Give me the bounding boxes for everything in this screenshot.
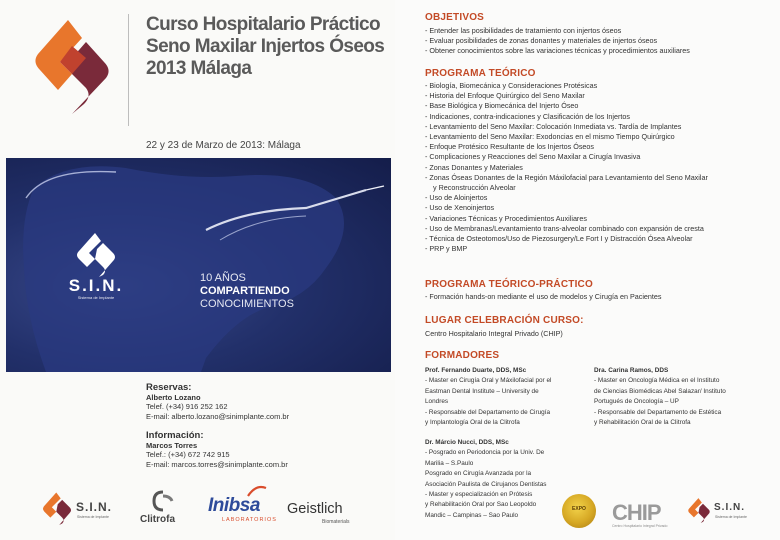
formador-name: Dra. Carina Ramos, DDS bbox=[594, 367, 669, 374]
formador-line: Londres bbox=[425, 398, 449, 406]
informacion-name: Marcos Torres bbox=[146, 441, 198, 450]
list-item: - Biología, Biomecánica y Consideraciones Protésicas bbox=[425, 81, 598, 90]
reservas-block bbox=[146, 382, 289, 421]
lugar-text: Centro Hospitalario Integral Privado (CHIP) bbox=[425, 329, 563, 338]
formador-duarte bbox=[425, 366, 605, 428]
footer-sin-sub: Sistema de Implante bbox=[715, 515, 747, 519]
list-item: - Complicaciones y Reacciones del Seno Maxilar a Cirugía Invasiva bbox=[425, 152, 641, 162]
formador-line: y Rehabilitación Oral de la Clitrofa bbox=[594, 419, 691, 427]
formador-line: - Master en Cirugía Oral y Máxilofacial por el bbox=[425, 377, 552, 385]
list-item: - Obtener conocimientos sobre las variaciones técnicas y procedimientos auxiliares bbox=[425, 46, 690, 56]
list-item: - Uso de Aloinjertos bbox=[425, 193, 488, 203]
lugar-heading: LUGAR CELEBRACIÓN CURSO: bbox=[425, 315, 584, 326]
informacion-block bbox=[146, 430, 288, 469]
course-logo-icon bbox=[32, 18, 112, 114]
clitrofa-logo-icon bbox=[150, 490, 176, 512]
sponsor-inibsa: Inibsa bbox=[208, 495, 260, 516]
list-item: - PRP y BMP bbox=[425, 244, 468, 254]
formador-line: - Master en Oncología Médica en el Instituto bbox=[594, 377, 720, 385]
banner-tagline bbox=[200, 272, 294, 311]
teorico-heading: PROGRAMA TEÓRICO bbox=[425, 68, 536, 79]
hero-banner bbox=[6, 158, 391, 372]
formadores-heading: FORMADORES bbox=[425, 350, 500, 361]
list-item: - Evaluar posibilidades de zonas donantes y materiales de injertos óseos bbox=[425, 36, 658, 46]
list-item: - Levantamiento del Seno Maxilar: Colocación Inmediata vs. Tardía de Implantes bbox=[425, 121, 682, 131]
list-item: - Zonas Donantes y Materiales bbox=[425, 162, 523, 172]
informacion-heading: Información: bbox=[146, 430, 204, 441]
chip-logo-sub: Centro Hospitalario Integral Privado bbox=[612, 524, 668, 528]
practico-list bbox=[425, 292, 765, 302]
formador-line: Marilia – S.Paulo bbox=[425, 459, 474, 467]
title-line-2: Seno Maxilar Injertos Óseos bbox=[146, 36, 385, 57]
formador-line: Posgrado en Cirugía Avanzada por la bbox=[425, 470, 532, 478]
sponsor-clitrofa: Clitrofa bbox=[140, 514, 175, 525]
formador-name: Prof. Fernando Duarte, DDS, MSc bbox=[425, 367, 527, 374]
teorico-list bbox=[425, 81, 765, 254]
list-item: - Variaciones Técnicas y Procedimientos Auxiliares bbox=[425, 213, 587, 223]
sin-brand-icon bbox=[73, 231, 119, 277]
expo-seal-text: EXPO bbox=[572, 506, 586, 512]
list-item: - Uso de Xenoinjertos bbox=[425, 203, 495, 213]
tooth-silhouette-icon bbox=[6, 158, 391, 372]
banner-brand-sub: Sistema de Implante bbox=[77, 295, 115, 300]
sponsor-sin-sub: Sistema de Implante bbox=[77, 515, 109, 519]
title-line-3: 2013 Málaga bbox=[146, 58, 252, 79]
formador-name: Dr. Márcio Nucci, DDS, MSc bbox=[425, 439, 509, 446]
objetivos-list bbox=[425, 26, 765, 57]
list-item: - Levantamiento del Seno Maxilar: Exodoncias en el mismo Tiempo Quirúrgico bbox=[425, 132, 675, 142]
list-item: - Técnica de Osteotomos/Uso de Piezosurgery/Le Fort I y Distracción Ósea Alveolar bbox=[425, 234, 693, 244]
practico-heading: PROGRAMA TEÓRICO-PRÁCTICO bbox=[425, 279, 593, 290]
tagline-line-1: 10 AÑOS bbox=[200, 272, 246, 284]
tagline-line-3: CONOCIMIENTOS bbox=[200, 298, 294, 310]
sin-sponsor-logo-icon bbox=[40, 490, 74, 526]
list-item: - Indicaciones, contra-indicaciones y Clasificación de los Injertos bbox=[425, 111, 630, 121]
reservas-heading: Reservas: bbox=[146, 382, 192, 393]
informacion-email[interactable]: E-mail: marcos.torres@sinimplante.com.br bbox=[146, 459, 288, 469]
sponsor-geistlich: Geistlich bbox=[287, 501, 343, 517]
formador-line: Mandic – Campinas – Sao Paulo bbox=[425, 511, 519, 519]
formador-line: - Responsable del Departamento de Cirugía bbox=[425, 408, 551, 416]
formador-line: - Posgrado en Periodoncia por la Univ. De bbox=[425, 449, 545, 457]
formador-line: Asociación Paulista de Cirujanos Dentistas bbox=[425, 480, 547, 488]
sin-footer-logo-icon bbox=[686, 496, 712, 524]
sponsor-sin-name: S.I.N. bbox=[76, 500, 113, 514]
reservas-phone: Telef. (+34) 916 252 162 bbox=[146, 402, 228, 412]
sponsor-inibsa-sub: LABORATORIOS bbox=[222, 517, 277, 523]
informacion-phone: Telef.: (+34) 672 742 915 bbox=[146, 450, 230, 460]
list-item: y Reconstrucción Alveolar bbox=[433, 183, 516, 193]
tagline-line-2: COMPARTIENDO bbox=[200, 285, 290, 297]
list-item: - Zonas Óseas Donantes de la Región Máxilofacial para Levantamiento del Seno Maxilar bbox=[425, 172, 708, 182]
formador-line: - Master y especialización en Prótesis bbox=[425, 491, 533, 499]
list-item: - Uso de Membranas/Levantamiento trans-alveolar combinado con expansión de cresta bbox=[425, 223, 704, 233]
formador-line: y Implantología Oral de la Clitrofa bbox=[425, 419, 520, 427]
formador-line: Eastman Dental Institute – University de bbox=[425, 387, 539, 395]
reservas-name: Alberto Lozano bbox=[146, 393, 201, 402]
formador-line: y Rehabilitación Oral por Sao Leopoldo bbox=[425, 501, 537, 509]
formador-line: Portugués de Oncología – UP bbox=[594, 398, 679, 406]
banner-brand-name: S.I.N. bbox=[68, 276, 124, 295]
reservas-email[interactable]: E-mail: alberto.lozano@sinimplante.com.br bbox=[146, 411, 290, 421]
list-item: - Historia del Enfoque Quirúrgico del Seno Maxilar bbox=[425, 91, 585, 101]
footer-sin-name: S.I.N. bbox=[714, 502, 746, 513]
course-dates: 22 y 23 de Marzo de 2013: Málaga bbox=[146, 140, 301, 151]
title-divider bbox=[128, 14, 129, 126]
list-item: - Entender las posibilidades de tratamiento con injertos óseos bbox=[425, 26, 622, 35]
objetivos-heading: OBJETIVOS bbox=[425, 12, 485, 23]
formador-ramos bbox=[594, 366, 774, 428]
list-item: - Base Biológica y Biomecánica del Injerto Óseo bbox=[425, 101, 579, 111]
course-title bbox=[146, 14, 386, 80]
sponsor-geistlich-sub: Biomaterials bbox=[322, 519, 350, 525]
title-line-1: Curso Hospitalario Práctico bbox=[146, 14, 381, 35]
formador-line: de Ciencias Biomédicas Abel Salazar/ Instituto bbox=[594, 387, 726, 395]
list-item: - Formación hands-on mediante el uso de modelos y Cirugía en Pacientes bbox=[425, 292, 662, 301]
list-item: - Enfoque Protésico Resultante de los Injertos Óseos bbox=[425, 142, 594, 152]
formador-line: - Responsable del Departamento de Estética bbox=[594, 408, 722, 416]
chip-logo: CHIP bbox=[612, 500, 661, 525]
